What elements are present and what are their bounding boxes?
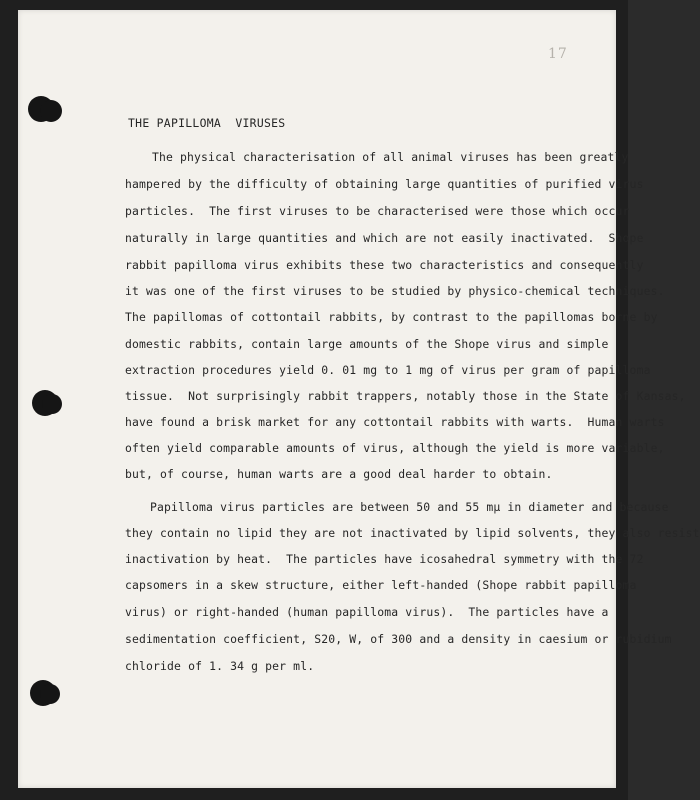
paragraph1-line: domestic rabbits, contain large amounts of the Shope virus and simple — [125, 337, 609, 351]
paragraph2-line: chloride of 1. 34 g per ml. — [125, 659, 315, 673]
paragraph2-line: sedimentation coefficient, S20, W, of 300 and a density in caesium or rubidium — [125, 632, 672, 646]
paragraph2-line: they contain no lipid they are not inactivated by lipid solvents, they also resist — [125, 526, 700, 540]
punch-hole-top-overlap — [40, 100, 62, 122]
punch-hole-bottom-overlap — [40, 684, 60, 704]
paragraph1-line: The physical characterisation of all animal viruses has been greatly — [152, 150, 629, 164]
paragraph1-line: The papillomas of cottontail rabbits, by contrast to the papillomas borne by — [125, 310, 658, 324]
paragraph1-line: have found a brisk market for any cottontail rabbits with warts. Human warts — [125, 415, 665, 429]
page-number: 17 — [548, 46, 568, 62]
page-title: THE PAPILLOMA VIRUSES — [128, 116, 286, 130]
paragraph2-line: virus) or right-handed (human papilloma virus). The particles have a — [125, 605, 609, 619]
paragraph1-line: rabbit papilloma virus exhibits these two characteristics and consequently — [125, 258, 644, 272]
paragraph2-line: inactivation by heat. The particles have icosahedral symmetry with the 72 — [125, 552, 644, 566]
paragraph1-line: hampered by the difficulty of obtaining large quantities of purified virus — [125, 177, 644, 191]
paragraph2-line: Papilloma virus particles are between 50 and 55 mμ in diameter and because — [150, 500, 669, 514]
paragraph1-line: extraction procedures yield 0. 01 mg to 1 mg of virus per gram of papilloma — [125, 363, 651, 377]
paragraph1-line: naturally in large quantities and which are not easily inactivated. Shope — [125, 231, 644, 245]
paragraph1-line: tissue. Not surprisingly rabbit trappers, notably those in the State of Kansas, — [125, 389, 686, 403]
punch-hole-middle-overlap — [42, 394, 62, 414]
paragraph1-line: often yield comparable amounts of virus, although the yield is more variable, — [125, 441, 665, 455]
paragraph2-line: capsomers in a skew structure, either left-handed (Shope rabbit papilloma — [125, 578, 637, 592]
paragraph1-line: it was one of the first viruses to be studied by physico-chemical techniques. — [125, 284, 665, 298]
paragraph1-line: particles. The first viruses to be characterised were those which occur — [125, 204, 630, 218]
paragraph1-line: but, of course, human warts are a good deal harder to obtain. — [125, 467, 553, 481]
